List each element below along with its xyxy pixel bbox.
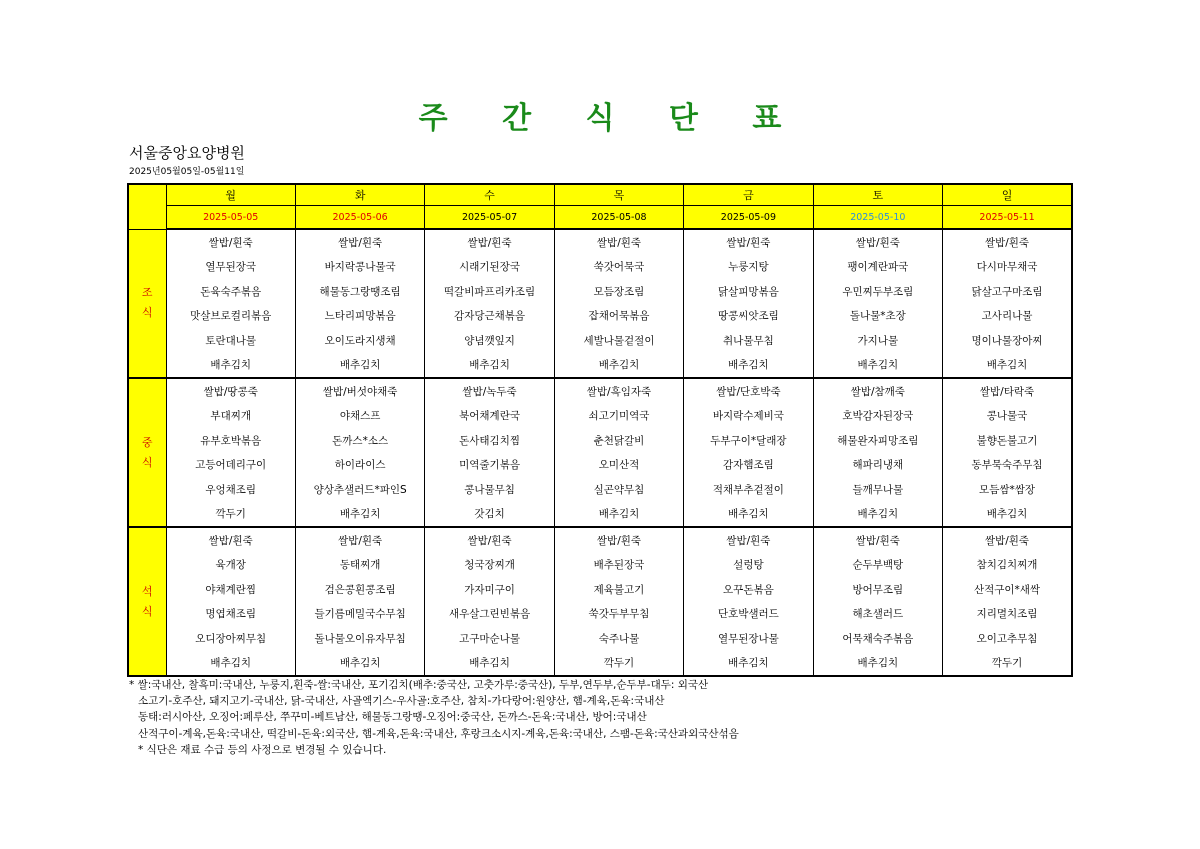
dish-cell: 순두부백탕: [813, 553, 942, 578]
dish-cell: 해초샐러드: [813, 602, 942, 627]
dish-cell: 닭살고구마조림: [943, 279, 1072, 304]
dish-cell: 다시마무채국: [943, 255, 1072, 280]
dish-cell: 쌀밥/흰죽: [295, 229, 424, 255]
dish-cell: 배추김치: [943, 353, 1072, 379]
dish-cell: 배추김치: [554, 502, 683, 528]
meal-label: [128, 229, 166, 378]
dish-cell: 호박감자된장국: [813, 404, 942, 429]
menu-row: [128, 477, 1072, 502]
dish-cell: 오디장아찌무침: [166, 626, 295, 651]
dish-cell: 해물동그랑땡조림: [295, 279, 424, 304]
dish-cell: 어묵채숙주볶음: [813, 626, 942, 651]
dish-cell: 깍두기: [166, 502, 295, 528]
dish-cell: 배추김치: [295, 651, 424, 677]
dish-cell: 미역줄기볶음: [425, 453, 554, 478]
page-title: 주 간 식 단 표: [418, 101, 804, 136]
dish-cell: 취나물무침: [684, 328, 813, 353]
menu-row: [128, 626, 1072, 651]
dish-cell: 쌀밥/흰죽: [166, 229, 295, 255]
dish-cell: 불향돈불고기: [943, 428, 1072, 453]
corner-cell: [128, 184, 166, 229]
dish-cell: 해물완자피망조림: [813, 428, 942, 453]
dish-cell: 깍두기: [943, 651, 1072, 677]
dish-cell: 배추김치: [813, 353, 942, 379]
weekday-label: 월: [166, 184, 295, 206]
dish-cell: 배추김치: [813, 651, 942, 677]
weekly-menu-table: [127, 183, 1073, 677]
date-label: 2025-05-09: [684, 206, 813, 230]
dish-cell: 쌀밥/녹두죽: [425, 378, 554, 404]
dish-cell: 숙주나물: [554, 626, 683, 651]
dish-cell: 검은콩흰콩조림: [295, 577, 424, 602]
meal-label-char: 식: [141, 455, 153, 469]
dish-cell: 배추김치: [425, 651, 554, 677]
dish-cell: 산적구이*새싹: [943, 577, 1072, 602]
weekday-label: 목: [554, 184, 683, 206]
dish-cell: 우민찌두부조림: [813, 279, 942, 304]
dish-cell: 쌀밥/흰죽: [943, 527, 1072, 553]
dish-cell: 닭살피망볶음: [684, 279, 813, 304]
dish-cell: 깍두기: [554, 651, 683, 677]
date-label: 2025-05-11: [943, 206, 1072, 230]
dish-cell: 배추김치: [166, 651, 295, 677]
dish-cell: 돈육숙주볶음: [166, 279, 295, 304]
dish-cell: 감자당근채볶음: [425, 304, 554, 329]
dish-cell: 제육불고기: [554, 577, 683, 602]
dish-cell: 쌀밥/흰죽: [554, 527, 683, 553]
dish-cell: 배추김치: [295, 502, 424, 528]
dish-cell: 돌나물오이유자무침: [295, 626, 424, 651]
dish-cell: 동태찌개: [295, 553, 424, 578]
date-header-row: [128, 206, 1072, 230]
dish-cell: 세발나물겉절이: [554, 328, 683, 353]
hospital-name: 서울중앙요양병원: [129, 144, 245, 162]
dish-cell: 쌀밥/흰죽: [295, 527, 424, 553]
dish-cell: 땅콩씨앗조림: [684, 304, 813, 329]
dish-cell: 쌀밥/흰죽: [684, 229, 813, 255]
dish-cell: 쌀밥/흰죽: [813, 229, 942, 255]
dish-cell: 두부구이*달래장: [684, 428, 813, 453]
dish-cell: 오이도라지생채: [295, 328, 424, 353]
dish-cell: 쌀밥/흰죽: [554, 229, 683, 255]
dish-cell: 쌀밥/타락죽: [943, 378, 1072, 404]
meal-label-char: 중: [141, 435, 153, 449]
dish-cell: 쌀밥/참깨죽: [813, 378, 942, 404]
menu-row: [128, 229, 1072, 255]
dish-cell: 배추김치: [684, 651, 813, 677]
dish-cell: 배추김치: [684, 353, 813, 379]
dish-cell: 쑥갓두부무침: [554, 602, 683, 627]
dish-cell: 배추김치: [684, 502, 813, 528]
dish-cell: 우엉채조림: [166, 477, 295, 502]
dish-cell: 들기름메밀국수무침: [295, 602, 424, 627]
date-label: 2025-05-08: [554, 206, 683, 230]
meal-label-char: 식: [141, 306, 153, 320]
dish-cell: 배추김치: [166, 353, 295, 379]
dish-cell: 팽이계란파국: [813, 255, 942, 280]
dish-cell: 열무된장국: [166, 255, 295, 280]
dish-cell: 해파리냉채: [813, 453, 942, 478]
dish-cell: 쌀밥/버섯야채죽: [295, 378, 424, 404]
dish-cell: 시래기된장국: [425, 255, 554, 280]
dish-cell: 쌀밥/흑임자죽: [554, 378, 683, 404]
weekday-label: 화: [295, 184, 424, 206]
menu-row: [128, 255, 1072, 280]
dish-cell: 토란대나물: [166, 328, 295, 353]
dish-cell: 설렁탕: [684, 553, 813, 578]
dish-cell: 누룽지탕: [684, 255, 813, 280]
dish-cell: 가자미구이: [425, 577, 554, 602]
dish-cell: 명이나물장아찌: [943, 328, 1072, 353]
dish-cell: 느타리피망볶음: [295, 304, 424, 329]
dish-cell: 배추김치: [813, 502, 942, 528]
dish-cell: 돌나물*초장: [813, 304, 942, 329]
note-line: 소고기-호주산, 돼지고기-국내산, 닭-국내산, 사골엑기스-우사골:호주산, 참치-가다랑어:원양산, 햄-계육,돈육:국내산: [138, 695, 665, 708]
weekday-label: 일: [943, 184, 1072, 206]
menu-row: [128, 453, 1072, 478]
dish-cell: 동부묵숙주무침: [943, 453, 1072, 478]
menu-period: 2025년05월05일-05월11일: [129, 167, 245, 177]
dish-cell: 춘천닭갈비: [554, 428, 683, 453]
dish-cell: 지리멸치조림: [943, 602, 1072, 627]
date-label: 2025-05-07: [425, 206, 554, 230]
dish-cell: 쌀밥/흰죽: [166, 527, 295, 553]
dish-cell: 육개장: [166, 553, 295, 578]
menu-row: [128, 651, 1072, 677]
note-line: 산적구이-계육,돈육:국내산, 떡갈비-돈육:외국산, 햄-계육,돈육:국내산, 후랑크소시지-계육,돈육:국내산, 스팸-돈육:국산과외국산섞음: [138, 727, 739, 740]
dish-cell: 콩나물국: [943, 404, 1072, 429]
dish-cell: 쌀밥/흰죽: [813, 527, 942, 553]
date-label: 2025-05-05: [166, 206, 295, 230]
dish-cell: 양념깻잎지: [425, 328, 554, 353]
dish-cell: 고사리나물: [943, 304, 1072, 329]
menu-body: [128, 229, 1072, 676]
dish-cell: 맛살브로컬리볶음: [166, 304, 295, 329]
menu-row: [128, 404, 1072, 429]
dish-cell: 적채부추겉절이: [684, 477, 813, 502]
dish-cell: 배추김치: [295, 353, 424, 379]
meal-label: [128, 527, 166, 676]
dish-cell: 방어무조림: [813, 577, 942, 602]
menu-row: [128, 328, 1072, 353]
dish-cell: 단호박샐러드: [684, 602, 813, 627]
dish-cell: 하이라이스: [295, 453, 424, 478]
dish-cell: 청국장찌개: [425, 553, 554, 578]
dish-cell: 쌀밥/흰죽: [425, 229, 554, 255]
dish-cell: 쇠고기미역국: [554, 404, 683, 429]
dish-cell: 감자햄조림: [684, 453, 813, 478]
origin-notes: [129, 677, 739, 758]
dish-cell: 배추김치: [943, 502, 1072, 528]
change-notice: * 식단은 재료 수급 등의 사정으로 변경될 수 있습니다.: [138, 743, 387, 756]
menu-row: [128, 279, 1072, 304]
dish-cell: 배추김치: [554, 353, 683, 379]
dish-cell: 고등어데리구이: [166, 453, 295, 478]
date-label: 2025-05-06: [295, 206, 424, 230]
dish-cell: 떡갈비파프리카조림: [425, 279, 554, 304]
note-line: 동태:러시아산, 오징어:페루산, 쭈꾸미-베트남산, 해물동그랑땡-오징어:중국산, 돈까스-돈육:국내산, 방어:국내산: [138, 711, 647, 724]
dish-cell: 새우살그린빈볶음: [425, 602, 554, 627]
menu-row: [128, 304, 1072, 329]
dish-cell: 쌀밥/흰죽: [425, 527, 554, 553]
menu-row: [128, 527, 1072, 553]
meal-label-char: 석: [141, 584, 153, 598]
dish-cell: 모듬장조림: [554, 279, 683, 304]
dish-cell: 콩나물무침: [425, 477, 554, 502]
dish-cell: 오이고추무침: [943, 626, 1072, 651]
note-line: * 쌀:국내산, 찰흑미:국내산, 누룽지,흰죽-쌀:국내산, 포기김치(배추:중국산, 고춧가루:중국산), 두부,연두부,순두부-대두: 외국산: [129, 679, 709, 691]
menu-row: [128, 553, 1072, 578]
dish-cell: 명엽채조림: [166, 602, 295, 627]
dish-cell: 돈까스*소스: [295, 428, 424, 453]
dish-cell: 부대찌개: [166, 404, 295, 429]
dish-cell: 양상추샐러드*파인S: [295, 477, 424, 502]
meal-label-char: 식: [141, 604, 153, 618]
dish-cell: 바지락수제비국: [684, 404, 813, 429]
dish-cell: 실곤약무침: [554, 477, 683, 502]
menu-row: [128, 428, 1072, 453]
dish-cell: 들깨무나물: [813, 477, 942, 502]
dish-cell: 쌀밥/단호박죽: [684, 378, 813, 404]
dish-cell: 돈사태김치찜: [425, 428, 554, 453]
dish-cell: 갓김치: [425, 502, 554, 528]
dish-cell: 배추된장국: [554, 553, 683, 578]
dish-cell: 야채계란찜: [166, 577, 295, 602]
dish-cell: 잡채어묵볶음: [554, 304, 683, 329]
dish-cell: 쑥갓어묵국: [554, 255, 683, 280]
menu-row: [128, 502, 1072, 528]
dish-cell: 북어채계란국: [425, 404, 554, 429]
dish-cell: 참치김치찌개: [943, 553, 1072, 578]
weekday-header-row: [128, 184, 1072, 206]
weekday-label: 금: [684, 184, 813, 206]
dish-cell: 쌀밥/흰죽: [943, 229, 1072, 255]
dish-cell: 유부호박볶음: [166, 428, 295, 453]
menu-row: [128, 378, 1072, 404]
dish-cell: 고구마순나물: [425, 626, 554, 651]
menu-row: [128, 353, 1072, 379]
menu-row: [128, 577, 1072, 602]
dish-cell: 바지락콩나물국: [295, 255, 424, 280]
weekday-label: 토: [813, 184, 942, 206]
dish-cell: 가지나물: [813, 328, 942, 353]
dish-cell: 쌀밥/땅콩죽: [166, 378, 295, 404]
meal-label-char: 조: [141, 286, 153, 300]
dish-cell: 모듬쌈*쌈장: [943, 477, 1072, 502]
dish-cell: 열무된장나물: [684, 626, 813, 651]
dish-cell: 오미산적: [554, 453, 683, 478]
dish-cell: 쌀밥/흰죽: [684, 527, 813, 553]
dish-cell: 오꾸돈볶음: [684, 577, 813, 602]
date-label: 2025-05-10: [813, 206, 942, 230]
meal-label: [128, 378, 166, 527]
weekday-label: 수: [425, 184, 554, 206]
menu-row: [128, 602, 1072, 627]
dish-cell: 배추김치: [425, 353, 554, 379]
dish-cell: 야채스프: [295, 404, 424, 429]
